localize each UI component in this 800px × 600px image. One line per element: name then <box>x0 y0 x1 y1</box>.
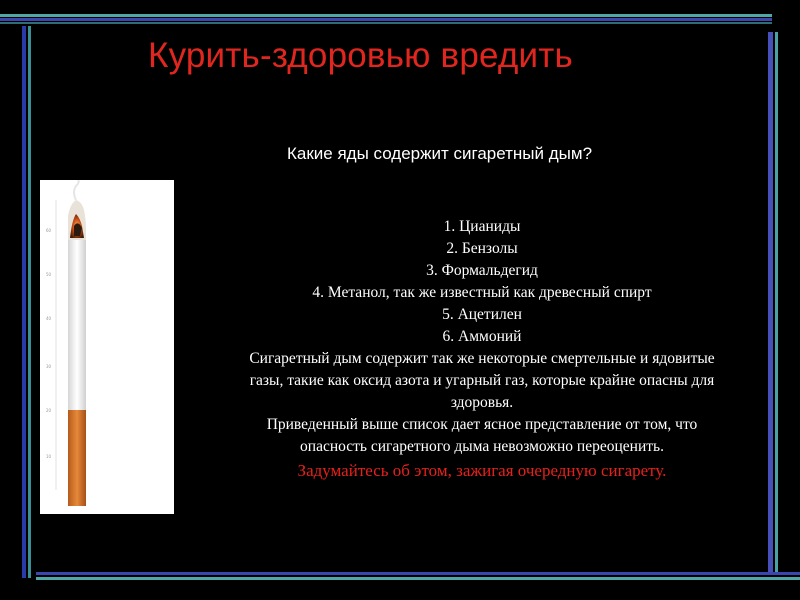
slide-title: Курить-здоровью вредить <box>148 36 573 75</box>
slide-subtitle: Какие яды содержит сигаретный дым? <box>287 144 593 163</box>
paragraph-line: здоровья. <box>450 394 514 411</box>
list-item: 4. Метанол, так же известный как древесный спирт <box>312 284 652 301</box>
cigarette-illustration <box>40 180 174 514</box>
frame-top-teal-bar-2 <box>0 22 772 24</box>
paragraph-line: Сигаретный дым содержит так же некоторые смертельные и ядовитые <box>249 350 715 367</box>
list-item: 5. Ацетилен <box>442 306 522 323</box>
list-item: 1. Цианиды <box>443 218 521 235</box>
paragraph-line: Приведенный выше список дает ясное представление от том, что <box>266 416 698 433</box>
paragraph-line: опасность сигаретного дыма невозможно переоценить. <box>300 438 664 455</box>
frame-top-blue-bar <box>0 18 772 21</box>
cigarette-photo: 60 50 40 30 20 10 <box>40 180 174 514</box>
frame-right-teal-bar <box>775 32 778 574</box>
list-item: 6. Аммоний <box>442 328 522 345</box>
list-item: 2. Бензолы <box>446 240 518 257</box>
frame-right-blue-bar <box>768 32 773 574</box>
frame-left-blue-bar <box>22 26 26 578</box>
frame-left-teal-bar <box>28 26 31 578</box>
frame-top-teal-bar <box>0 14 772 17</box>
frame-bottom-teal-bar <box>36 577 800 580</box>
slide-body <box>200 216 764 483</box>
frame-bottom-blue-bar <box>36 572 800 575</box>
paragraph-line: газы, такие как оксид азота и угарный газ, которые крайне опасны для <box>249 372 715 389</box>
list-item: 3. Формальдегид <box>426 262 538 279</box>
warning-text: Задумайтесь об этом, зажигая очередную сигарету. <box>297 461 667 480</box>
